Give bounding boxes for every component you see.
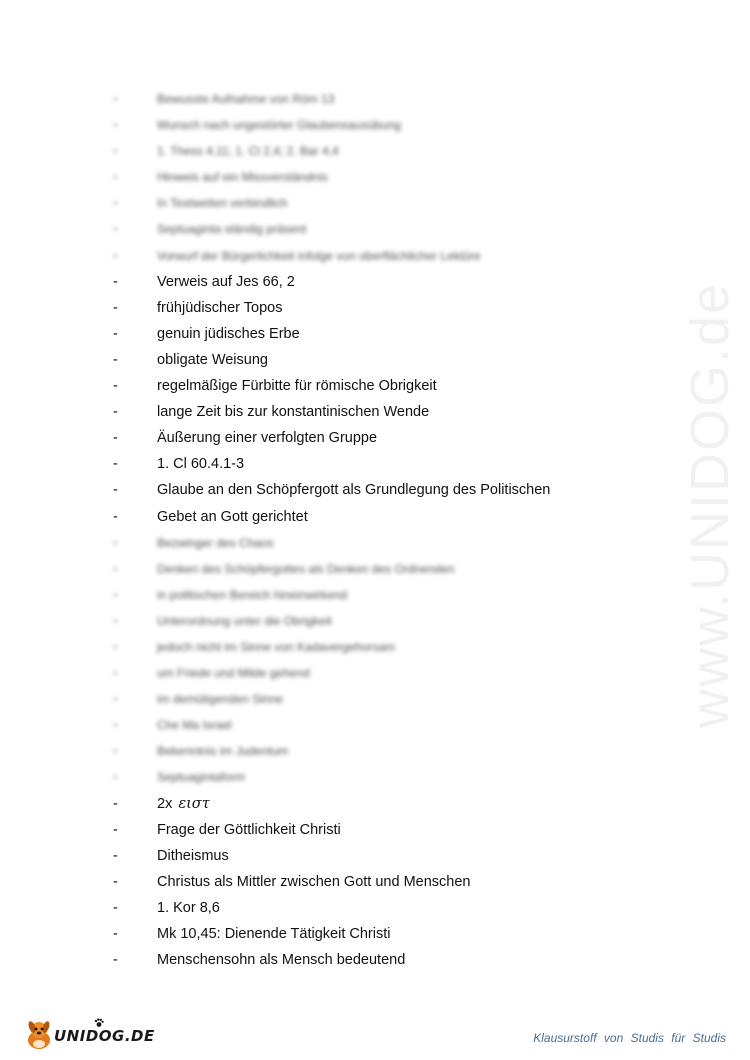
list-item [0, 477, 680, 503]
list-item-label: in politischen Bereich hineinwirkend [157, 587, 348, 602]
bullet-dash: - [113, 247, 118, 264]
bullet-dash: - [113, 717, 118, 734]
list-item-text [157, 764, 245, 790]
list-item [0, 817, 680, 843]
list-item-label: Gebet an Gott gerichtet [157, 508, 308, 525]
list-item-label: Septuaginta ständig präsent [157, 222, 307, 237]
list-item [0, 504, 680, 530]
bullet-dash: - [113, 873, 118, 890]
bullet-dash: - [113, 482, 118, 499]
greek-term: ειστ [178, 795, 210, 812]
list-item-text [157, 190, 288, 216]
list-item [0, 712, 680, 738]
list-item-text [157, 321, 300, 347]
list-item-text [157, 608, 332, 634]
list-item [0, 738, 680, 764]
list-item-label: Christus als Mittler zwischen Gott und Menschen [157, 873, 471, 890]
bullet-dash: - [113, 430, 118, 447]
list-item [0, 764, 680, 790]
bullet-dash: - [113, 508, 118, 525]
bullet-dash: - [113, 612, 118, 629]
list-item [0, 895, 680, 921]
watermark: www.UNIDOG.de [680, 281, 740, 729]
bullet-dash: - [113, 456, 118, 473]
list-item-text [157, 530, 274, 556]
list-item-text [157, 477, 550, 503]
list-item-text [157, 556, 455, 582]
list-item [0, 921, 680, 947]
list-item-text [157, 634, 395, 660]
list-item-text [157, 425, 377, 451]
list-item [0, 347, 680, 373]
list-item [0, 373, 680, 399]
list-item-text [157, 138, 339, 164]
list-item-label: frühjüdischer Topos [157, 299, 283, 316]
bullet-dash: - [113, 899, 118, 916]
list-item [0, 295, 680, 321]
bullet-dash: - [113, 299, 118, 316]
bullet-dash: - [113, 378, 118, 395]
list-item-label: im demütigenden Sinne [157, 692, 284, 707]
list-item [0, 425, 680, 451]
list-item-label: obligate Weisung [157, 351, 268, 368]
list-item-text [157, 686, 283, 712]
list-item-text [157, 451, 244, 477]
bullet-dash: - [113, 169, 118, 186]
list-item-text [157, 582, 347, 608]
bullet-dash: - [113, 195, 118, 212]
list-item-text [157, 504, 308, 530]
list-item-label: 1. Cl 60.4.1-3 [157, 456, 245, 473]
list-item [0, 660, 680, 686]
list-item-label: In Textweiten verbindlich [157, 196, 288, 211]
list-item-text [157, 399, 429, 425]
list-item-label: Äußerung einer verfolgten Gruppe [157, 430, 378, 447]
list-item-label: Frage der Göttlichkeit Christi [157, 821, 341, 838]
list-item-text [157, 347, 268, 373]
list-item-label: regelmäßige Fürbitte für römische Obrigkeit [157, 378, 437, 395]
list-item-label: Vorwurf der Bürgerlichkeit infolge von oberflächlicher Lektüre [157, 248, 481, 263]
bullet-dash: - [113, 117, 118, 134]
list-item [0, 608, 680, 634]
list-item-label: Unterordnung unter die Obrigkeit [157, 613, 332, 628]
list-item [0, 556, 680, 582]
bullet-dash: - [113, 769, 118, 786]
bullet-dash: - [113, 143, 118, 160]
bullet-dash: - [113, 351, 118, 368]
list-item-label: Glaube an den Schöpfergott als Grundlegung des Politischen [157, 482, 551, 499]
list-item [0, 869, 680, 895]
list-item-label: um Friede und Milde gehend [157, 666, 310, 681]
list-item-text [157, 373, 437, 399]
list-item-label: Bezwinger des Chaos [157, 535, 274, 550]
list-item-text [157, 269, 295, 295]
list-item [0, 243, 680, 269]
list-item-label: Wunsch nach ungestörter Glaubensausübung [157, 118, 401, 133]
list-item-text [157, 86, 334, 112]
list-item-label: Hinweis auf ein Missverständnis [157, 170, 328, 185]
bullet-dash: - [113, 743, 118, 760]
list-item-text [157, 712, 232, 738]
bullet-dash: - [113, 325, 118, 342]
bullet-dash: - [113, 665, 118, 682]
bullet-dash: - [113, 534, 118, 551]
list-item [0, 634, 680, 660]
list-item [0, 164, 680, 190]
bullet-dash: - [113, 586, 118, 603]
bullet-dash: - [113, 821, 118, 838]
bullet-dash: - [113, 952, 118, 969]
list-item [0, 321, 680, 347]
list-item [0, 190, 680, 216]
bullet-dash: - [113, 404, 118, 421]
list-item-label: 1. Kor 8,6 [157, 899, 220, 916]
list-item-text [157, 164, 328, 190]
list-item [0, 582, 680, 608]
list-item-label: Menschensohn als Mensch bedeutend [157, 952, 406, 969]
list-item-label: Verweis auf Jes 66, 2 [157, 273, 295, 290]
list-item [0, 791, 680, 817]
list-item [0, 86, 680, 112]
bullet-dash: - [113, 847, 118, 864]
unidog-logo[interactable] [22, 1018, 162, 1052]
list-item-text [157, 216, 306, 242]
list-item [0, 112, 680, 138]
list-item-text [157, 243, 481, 269]
list-item-label: Che Ma Israel [157, 718, 232, 733]
list-item-label: Denken des Schöpfergottes als Denken des Ordnenden [157, 561, 455, 576]
list-item-label: jedoch nicht im Sinne von Kadavergehorsam [157, 639, 396, 654]
bullet-dash: - [113, 795, 118, 812]
bullet-dash: - [113, 638, 118, 655]
list-item-text [157, 947, 405, 973]
bullet-dash: - [113, 273, 118, 290]
list-item-label: lange Zeit bis zur konstantinischen Wende [157, 404, 430, 421]
bullet-dash: - [113, 221, 118, 238]
list-item-text [157, 895, 220, 921]
list-item-text [157, 791, 210, 817]
list-item [0, 947, 680, 973]
dog-mascot-icon [22, 1018, 56, 1052]
list-item-text [157, 817, 341, 843]
list-item-label: Ditheismus [157, 847, 229, 864]
list-item-label: 1. Thess 4,11; 1. Cl 2,4; 2. Bar 4,4 [157, 144, 339, 159]
list-item-text [157, 295, 282, 321]
list-item-text [157, 112, 401, 138]
list-item-label: Bewusste Aufnahme von Röm 13 [157, 92, 335, 106]
list-item-text [157, 869, 471, 895]
list-item [0, 530, 680, 556]
list-item [0, 451, 680, 477]
list-item-label: Septuagintaform [157, 770, 246, 785]
list-item-text [157, 921, 390, 947]
list-item-label: genuin jüdisches Erbe [157, 325, 300, 342]
list-item [0, 399, 680, 425]
list-item-label: Mk 10,45: Dienende Tätigkeit Christi [157, 926, 391, 942]
list-item [0, 843, 680, 869]
list-item-text [157, 843, 229, 869]
bullet-dash: - [113, 926, 118, 942]
footer-slogan: Klausurstoff von Studis für Studis [533, 1031, 726, 1045]
list-item-text [157, 660, 310, 686]
logo-text: UNIDOG.DE [54, 1027, 155, 1045]
bullet-list [0, 86, 680, 973]
list-item [0, 138, 680, 164]
bullet-dash: - [113, 91, 118, 107]
list-item [0, 686, 680, 712]
bullet-dash: - [113, 691, 118, 708]
list-item-label: Bekenntnis im Judentum [157, 744, 289, 759]
list-item [0, 216, 680, 242]
bullet-dash: - [113, 560, 118, 577]
list-item-text [157, 738, 288, 764]
list-item [0, 269, 680, 295]
list-item-label: 2x [157, 795, 173, 812]
